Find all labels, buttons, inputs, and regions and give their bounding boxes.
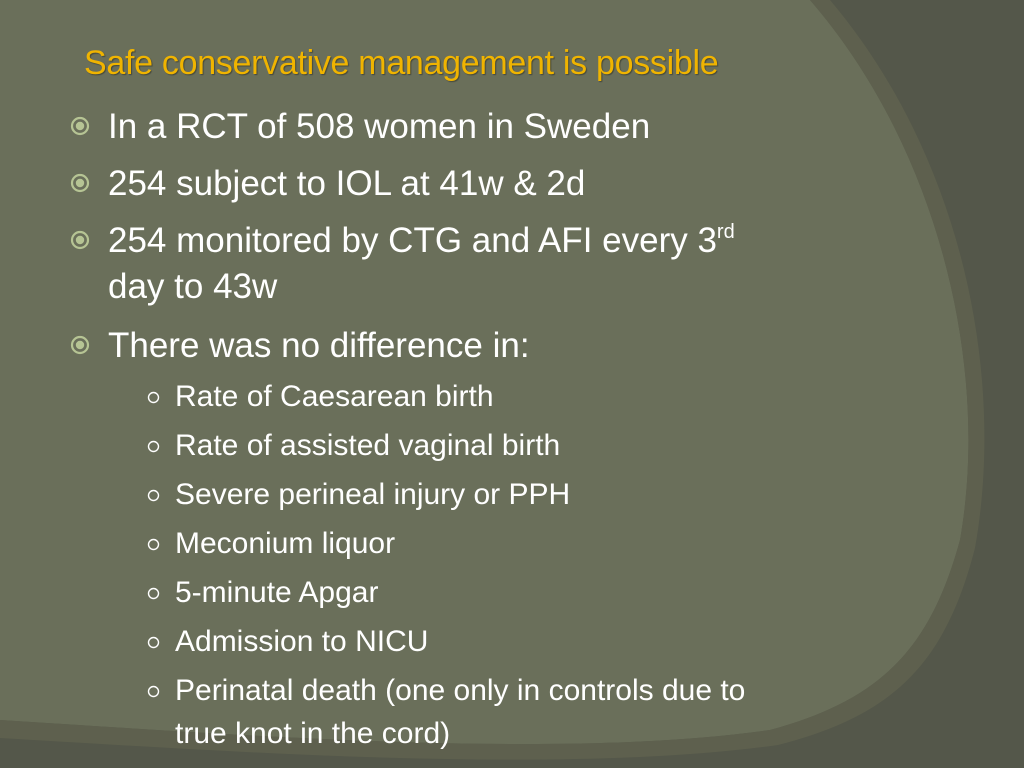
superscript: rd [716,221,735,243]
sub-bullet-item-continuation: true knot in the cord) [175,717,451,750]
bullet-item: 254 subject to IOL at 41w & 2d [108,164,586,203]
bullet-item [108,218,735,264]
sub-bullet-item: Meconium liquor [175,527,396,560]
sub-bullet-item: Admission to NICU [175,625,429,658]
circle-bullet-icon [147,489,160,502]
circle-bullet-icon [147,587,160,600]
ring-bullet-icon [70,335,90,355]
ring-bullet-icon [70,116,90,136]
sub-bullet-item: Severe perineal injury or PPH [175,478,571,511]
sub-bullet-item: Rate of Caesarean birth [175,380,494,413]
slide-title: Safe conservative management is possible [84,44,719,82]
ring-bullet-icon [70,230,90,250]
bullet-text: 254 monitored by CTG and AFI every 3 [108,221,717,260]
sub-bullet-item: Rate of assisted vaginal birth [175,429,561,462]
circle-bullet-icon [147,440,160,453]
bullet-item: There was no difference in: [108,326,530,365]
circle-bullet-icon [147,636,160,649]
bullet-item: In a RCT of 508 women in Sweden [108,107,651,146]
bullet-item-continuation: day to 43w [108,267,278,306]
ring-bullet-icon [70,173,90,193]
sub-bullet-item: 5-minute Apgar [175,576,379,609]
circle-bullet-icon [147,391,160,404]
circle-bullet-icon [147,538,160,551]
circle-bullet-icon [147,685,160,698]
sub-bullet-item: Perinatal death (one only in controls due to [175,674,746,707]
